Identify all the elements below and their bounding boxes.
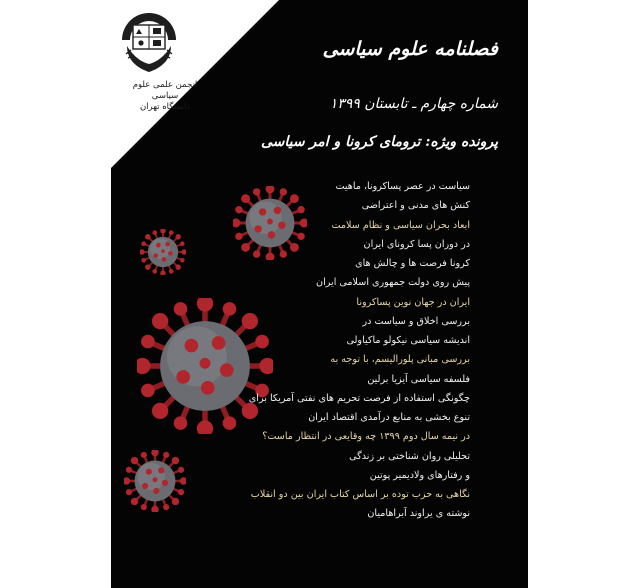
article-line: ابعاد بحران سیاسی و نظام سلامت (331, 219, 470, 231)
article-line: سیاست در عصر پساکرونا، ماهیت (335, 181, 470, 192)
article-line: پیش روی دولت جمهوری اسلامی ایران (316, 277, 470, 289)
article-line: و رفتارهای ولادیمیر پوتین (369, 469, 470, 481)
article-line: ایران در جهان نوین پساکرونا (356, 296, 470, 308)
journal-cover (111, 0, 528, 588)
article-line: نگاهی به حزب توده بر اساس کتاب ایران بین دو انقلاب (250, 489, 470, 500)
issue-label: شماره چهارم ـ تابستان ۱۳۹۹ (329, 96, 498, 112)
publisher-name (119, 80, 211, 113)
coronavirus-icon (124, 450, 186, 512)
article-line: بررسی مبانی پلورالیسم، با توجه به (330, 354, 470, 366)
article-line: کرونا فرصت ها و چالش های (355, 258, 470, 269)
article-line: چگونگی استفاده از فرصت تحریم های نفتی آمریکا برای (248, 392, 470, 404)
publisher-name-line1: انجمن علمی علوم سیاسی (132, 80, 198, 101)
article-line: فلسفه سیاسی آیزیا برلین (367, 373, 470, 385)
journal-title: فصلنامه علوم سیاسی (322, 38, 498, 60)
article-line: نوشته ی یراوند آبراهامیان (367, 508, 470, 520)
article-line: اندیشه سیاسی نیکولو ماکیاولی (346, 335, 470, 346)
article-line: کنش های مدنی و اعتراضی (361, 200, 470, 212)
publisher-name-line2: دانشگاه تهران (139, 102, 191, 112)
article-list (249, 177, 470, 524)
article-line: بررسی اخلاق و سیاست در (362, 315, 470, 327)
university-seal-icon (119, 10, 179, 76)
special-dossier-label: پرونده ویژه: ترومای کرونا و امر سیاسی (260, 134, 498, 150)
article-line: در دوران پسا کرونای ایران (363, 238, 470, 250)
article-line: در نیمه سال دوم ۱۳۹۹ چه وقایعی در انتظار ماست؟ (262, 431, 470, 443)
article-line: تنوع بخشی به منابع درآمدی اقتصاد ایران (308, 412, 470, 423)
coronavirus-icon (140, 229, 186, 275)
article-line: تحلیلی روان شناختی بر زندگی (349, 450, 470, 462)
